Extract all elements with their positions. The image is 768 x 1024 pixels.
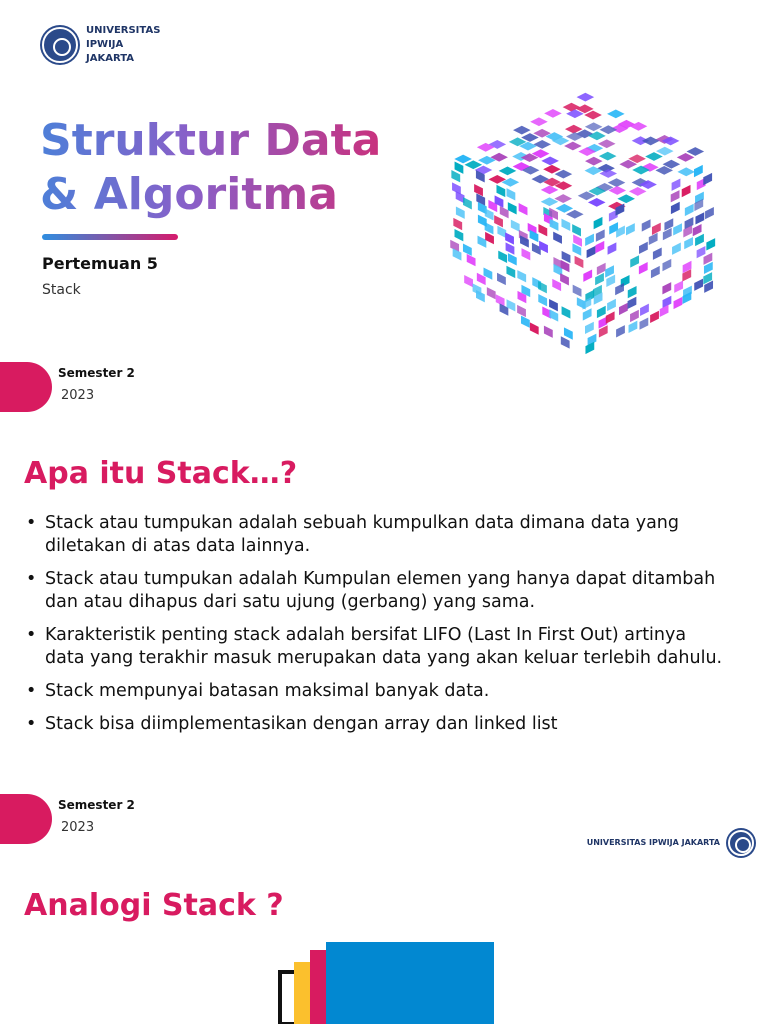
- cube-tile: [508, 202, 517, 214]
- cube-tile: [561, 336, 570, 348]
- cube-tile: [456, 207, 465, 219]
- cube-tile: [575, 256, 584, 268]
- cube-tile: [533, 140, 551, 149]
- cube-tile: [549, 309, 558, 321]
- cube-tile: [556, 204, 574, 213]
- definition-slide: [0, 430, 768, 860]
- cube-tile: [645, 152, 663, 161]
- cube-tile: [608, 178, 626, 187]
- cube-tile: [500, 206, 509, 218]
- cube-tile: [544, 109, 562, 118]
- cube-tile: [693, 224, 702, 236]
- cube-tile: [607, 109, 625, 118]
- university-logo-small: [587, 830, 754, 856]
- cube-tile: [605, 265, 614, 277]
- cube-tile: [608, 242, 617, 254]
- cube-tile: [530, 322, 539, 334]
- cube-tile: [671, 190, 680, 202]
- cube-tile: [653, 248, 662, 260]
- cube-tile: [506, 266, 515, 278]
- cube-tile: [585, 322, 594, 334]
- bullet-item: • Stack mempunyai batasan maksimal banyak data.: [24, 680, 724, 703]
- cube-tile: [498, 251, 507, 263]
- cube-tile: [566, 210, 584, 219]
- year-label: 2023: [61, 388, 95, 403]
- cube-tile: [552, 279, 561, 291]
- cube-tile: [706, 238, 715, 250]
- cube-tile: [543, 165, 561, 174]
- cube-tile: [684, 237, 693, 249]
- pixel-cube-illustration: [425, 55, 745, 375]
- cube-tile: [555, 170, 573, 179]
- cube-tile: [629, 187, 647, 196]
- cube-tile: [640, 304, 649, 316]
- cube-tile: [564, 327, 573, 339]
- cube-tile: [694, 165, 703, 177]
- stacked-books-illustration: [278, 942, 498, 1024]
- cube-tile: [662, 259, 671, 271]
- cube-tile: [541, 156, 559, 165]
- cube-tile: [553, 232, 562, 244]
- cube-tile: [506, 242, 515, 254]
- cube-tile: [671, 202, 680, 214]
- cube-tile: [521, 248, 530, 260]
- cube-tile: [677, 167, 695, 176]
- cube-tile: [685, 204, 694, 216]
- slide-title: Apa itu Stack…?: [24, 456, 298, 491]
- title-underline: [42, 234, 178, 240]
- cube-tile: [639, 262, 648, 274]
- cube-tile: [561, 219, 570, 231]
- cube-tile: [639, 242, 648, 254]
- bullet-list: [24, 512, 724, 746]
- university-name: UNIVERSITAS IPWIJA JAKARTA: [586, 838, 720, 847]
- cube-tile: [606, 275, 615, 287]
- cube-tile: [496, 185, 505, 197]
- cube-tile: [505, 232, 514, 244]
- cube-tile: [664, 218, 673, 230]
- cube-tile: [467, 254, 476, 266]
- cube-tile: [497, 273, 506, 285]
- semester-label: Semester 2: [58, 366, 135, 380]
- cube-tile: [538, 224, 547, 236]
- university-logo: [42, 24, 182, 66]
- slide-title: Analogi Stack ?: [24, 888, 284, 923]
- cube-tile: [455, 161, 464, 173]
- cube-tile: [697, 246, 706, 258]
- cube-tile: [508, 253, 517, 265]
- bullet-item: • Stack bisa diimplementasikan dengan array dan linked list: [24, 713, 724, 736]
- cube-tile: [474, 184, 483, 196]
- cube-tile: [617, 194, 635, 203]
- cube-tile: [695, 212, 704, 224]
- cube-tile: [615, 283, 624, 295]
- cube-tile: [549, 299, 558, 311]
- cube-tile: [587, 246, 596, 258]
- cube-tile: [517, 305, 526, 317]
- cube-tile: [652, 223, 661, 235]
- cube-tile: [577, 93, 595, 102]
- cube-tile: [572, 224, 581, 236]
- university-name-line2: JAKARTA: [86, 53, 134, 64]
- bullet-item: • Stack atau tumpukan adalah sebuah kumpulkan data dimana data yang diletakan di atas data lainnya.: [24, 512, 724, 558]
- cube-tile: [451, 170, 460, 182]
- cube-tile: [463, 197, 472, 209]
- cube-tile: [607, 299, 616, 311]
- cube-tile: [585, 157, 603, 166]
- cube-tile: [544, 326, 553, 338]
- book-yellow-shape: [294, 962, 310, 1024]
- cube-tile: [694, 279, 703, 291]
- cube-tile: [673, 223, 682, 235]
- cube-tile: [519, 203, 528, 215]
- cube-tile: [639, 317, 648, 329]
- cube-tile: [455, 229, 464, 241]
- cube-tile: [588, 198, 606, 207]
- bullet-item: • Stack atau tumpukan adalah Kumpulan elemen yang hanya dapat ditambah dan atau dihapus dari satu ujung (gerbang) yang sama.: [24, 568, 724, 614]
- cube-tile: [674, 281, 683, 293]
- cube-tile: [628, 297, 637, 309]
- cube-tile: [656, 147, 674, 156]
- cube-tile: [573, 285, 582, 297]
- cube-tile: [517, 270, 526, 282]
- cube-tile: [686, 147, 704, 156]
- cube-tile: [478, 236, 487, 248]
- cube-tile: [563, 103, 581, 112]
- topic-label: Stack: [42, 282, 81, 298]
- year-label: 2023: [61, 820, 95, 835]
- cube-tile: [672, 243, 681, 255]
- cube-tile: [674, 297, 683, 309]
- cube-tile: [583, 308, 592, 320]
- cube-tile: [511, 220, 520, 232]
- cube-tile: [606, 311, 615, 323]
- cube-tile: [662, 282, 671, 294]
- cube-tile: [619, 303, 628, 315]
- cube-tile: [597, 306, 606, 318]
- cube-tile: [663, 228, 672, 240]
- cube-tile: [651, 266, 660, 278]
- semester-pill: [0, 362, 52, 412]
- cube-tile: [682, 185, 691, 197]
- cover-title: Struktur Data & Algoritma: [40, 114, 420, 222]
- cube-tile: [487, 287, 496, 299]
- bullet-item: • Karakteristik penting stack adalah bersifat LIFO (Last In First Out) artinya data yang terakhir masuk merupakan data yang akan keluar terlebih dahulu.: [24, 624, 724, 670]
- cube-tile: [585, 234, 594, 246]
- cube-tile: [642, 137, 660, 146]
- cube-tile: [695, 234, 704, 246]
- university-name-line1: UNIVERSITAS IPWIJA: [86, 25, 161, 50]
- cube-tile: [499, 166, 517, 175]
- cube-tile: [497, 226, 506, 238]
- book-pink-shape: [310, 950, 326, 1024]
- semester-label: Semester 2: [58, 798, 135, 812]
- cube-tile: [596, 229, 605, 241]
- cube-tile: [564, 142, 582, 151]
- semester-pill: [0, 794, 52, 844]
- cube-tile: [530, 117, 548, 126]
- cube-tile: [599, 152, 617, 161]
- cube-tile: [560, 273, 569, 285]
- cube-tile: [703, 173, 712, 185]
- cube-tile: [630, 255, 639, 267]
- cube-tile: [629, 321, 638, 333]
- cube-tile: [626, 223, 635, 235]
- meeting-label: Pertemuan 5: [42, 254, 158, 273]
- cube-tile: [649, 233, 658, 245]
- cube-tile: [464, 275, 473, 287]
- cube-tile: [628, 286, 637, 298]
- cube-tile: [463, 244, 472, 256]
- cube-tile: [616, 325, 625, 337]
- cube-tile: [705, 207, 714, 219]
- university-seal-icon: [728, 830, 754, 856]
- cube-tile: [521, 316, 530, 328]
- cube-tile: [642, 219, 651, 231]
- cube-tile: [538, 294, 547, 306]
- cube-tile: [595, 273, 604, 285]
- cube-tile: [677, 153, 695, 162]
- book-blue-shape: [326, 942, 494, 1024]
- analogy-slide: [0, 860, 768, 1024]
- cube-tile: [562, 306, 571, 318]
- cube-tile: [513, 126, 531, 135]
- cube-tile: [672, 179, 681, 191]
- cube-tile: [507, 188, 516, 200]
- cube-tile: [597, 263, 606, 275]
- cube-tile: [594, 217, 603, 229]
- cube-tile: [454, 155, 472, 164]
- cube-tile: [583, 270, 592, 282]
- cube-tile: [550, 219, 559, 231]
- cube-tile: [595, 241, 604, 253]
- cube-tile: [630, 310, 639, 322]
- cube-tile: [541, 186, 559, 195]
- cube-tile: [538, 281, 547, 293]
- cube-tile: [453, 218, 462, 230]
- university-seal-icon: [42, 27, 78, 63]
- cover-slide: [0, 0, 768, 430]
- cube-tile: [650, 311, 659, 323]
- cube-tile: [494, 215, 503, 227]
- cube-tile: [598, 139, 616, 148]
